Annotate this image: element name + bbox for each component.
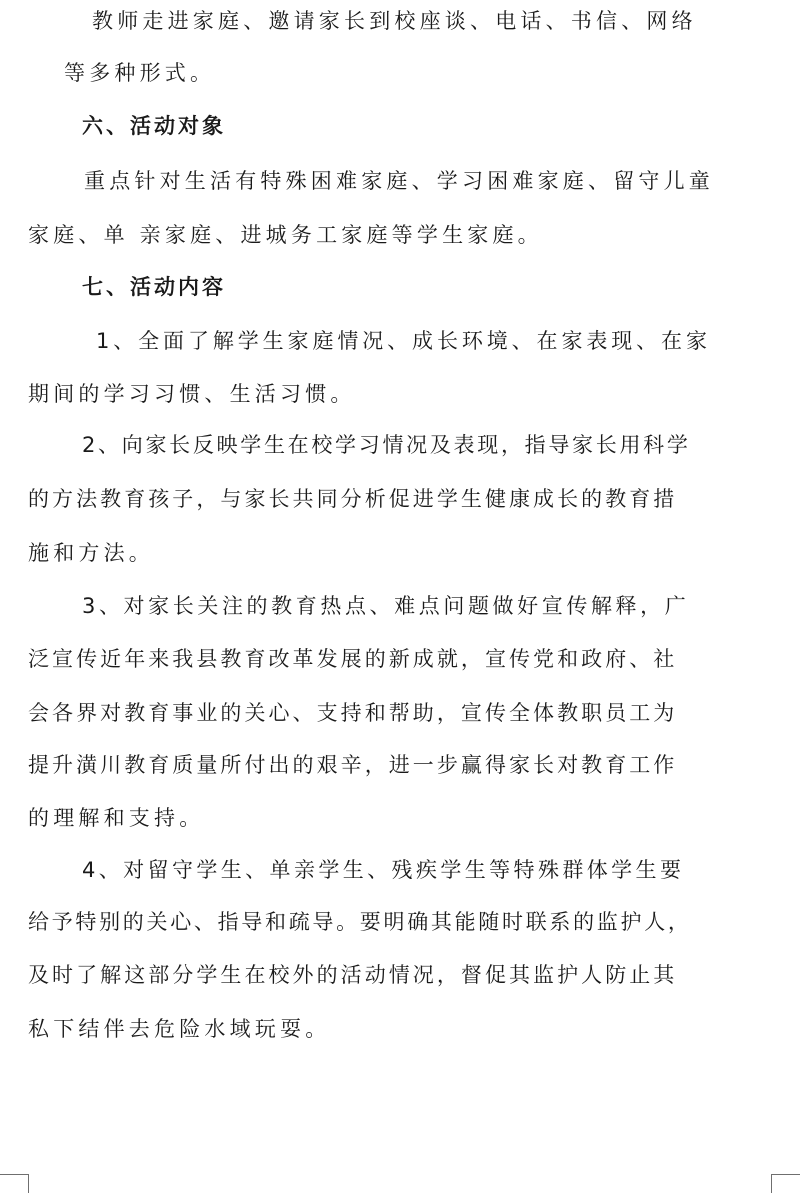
text-line: 及时了解这部分学生在校外的活动情况，督促其监护人防止其 bbox=[28, 963, 678, 987]
text-line: 会各界对教育事业的关心、支持和帮助，宣传全体教职员工为 bbox=[28, 701, 678, 725]
text-line: 重点针对生活有特殊困难家庭、学习困难家庭、留守儿童 bbox=[84, 169, 714, 193]
text-line: 的理解和支持。 bbox=[28, 806, 205, 830]
text-line: 教师走进家庭、邀请家长到校座谈、电话、书信、网络 bbox=[92, 9, 697, 33]
page-corner-marker-right bbox=[771, 1174, 800, 1193]
text-line: 2、向家长反映学生在校学习情况及表现，指导家长用科学 bbox=[82, 433, 691, 457]
text-line: 给予特别的关心、指导和疏导。要明确其能随时联系的监护人， bbox=[28, 910, 692, 934]
section-heading-activity-content: 七、活动内容 bbox=[82, 275, 226, 299]
text-line: 提升潢川教育质量所付出的艰辛，进一步赢得家长对教育工作 bbox=[28, 753, 678, 777]
section-heading-activity-target: 六、活动对象 bbox=[82, 114, 226, 138]
text-line: 1、全面了解学生家庭情况、成长环境、在家表现、在家 bbox=[96, 329, 711, 353]
page-corner-marker-left bbox=[0, 1174, 29, 1193]
text-line: 泛宣传近年来我县教育改革发展的新成就，宣传党和政府、社 bbox=[28, 647, 678, 671]
text-line: 3、对家长关注的教育热点、难点问题做好宣传解释，广 bbox=[82, 594, 690, 618]
text-line: 等多种形式。 bbox=[64, 61, 216, 85]
text-line: 施和方法。 bbox=[28, 541, 154, 565]
text-line: 私下结伴去危险水域玩耍。 bbox=[28, 1017, 331, 1041]
text-line: 4、对留守学生、单亲学生、残疾学生等特殊群体学生要 bbox=[82, 858, 685, 882]
text-line: 家庭、单 亲家庭、进城务工家庭等学生家庭。 bbox=[28, 223, 543, 247]
text-line: 的方法教育孩子，与家长共同分析促进学生健康成长的教育措 bbox=[28, 487, 678, 511]
text-line: 期间的学习习惯、生活习惯。 bbox=[28, 382, 356, 406]
